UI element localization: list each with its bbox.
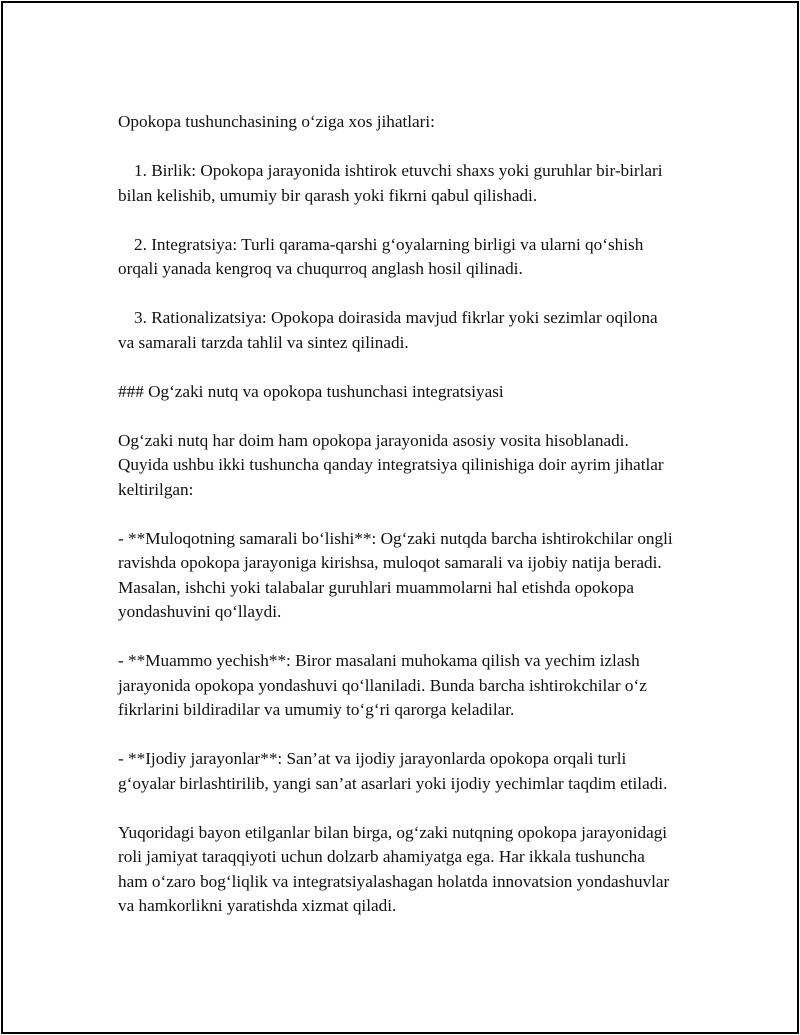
document-page (1, 1, 799, 1034)
section-intro: Og‘zaki nutq har doim ham opokopa jarayonida asosiy vosita hisoblanadi. Quyida ushbu ikki tushuncha qanday integratsiya qilinishiga doir ayrim jihatlar keltirilgan: (118, 430, 668, 499)
bullet-item-1: - **Muloqotning samarali bo‘lishi**: Og‘zaki nutqda barcha ishtirokchilar ongli ravishda opokopa jarayoniga kirishsa, muloqot samarali va ijobiy natija beradi. Masalan, ishchi yoki talabalar guruhlari muammolarni hal etishda opokopa yondashuvini qo‘llaydi. (118, 528, 677, 621)
numbered-item-3: 3. Rationalizatsiya: Opokopa doirasida mavjud fikrlar yoki sezimlar oqilona va samarali tarzda tahlil va sintez qilinadi. (118, 308, 662, 352)
section-heading: ### Og‘zaki nutq va opokopa tushunchasi integratsiyasi (118, 381, 504, 401)
bullet-item-2: - **Muammo yechish**: Biror masalani muhokama qilish va yechim izlash jarayonida opokopa yondashuvi qo‘llaniladi. Bunda barcha ishtirokchilar o‘z fikrlarini bildiradilar va umumiy to‘g‘ri qarorga keladilar. (118, 651, 652, 719)
numbered-item-2: 2. Integratsiya: Turli qarama-qarshi g‘oyalarning birligi va ularni qo‘shish orqali yanada kengroq va chuqurroq anglash hosil qilinadi. (118, 234, 648, 278)
numbered-item-1: 1. Birlik: Opokopa jarayonida ishtirok etuvchi shaxs yoki guruhlar bir-birlari bilan kelishib, umumiy bir qarash yoki fikrni qabul qilishadi. (118, 161, 667, 205)
bullet-item-3: - **Ijodiy jarayonlar**: San’at va ijodiy jarayonlarda opokopa orqali turli g‘oyalar birlashtirilib, yangi san’at asarlari yoki ijodiy yechimlar taqdim etiladi. (118, 749, 668, 793)
conclusion-paragraph: Yuqoridagi bayon etilganlar bilan birga, og‘zaki nutqning opokopa jarayonidagi roli jamiyat taraqqiyoti uchun dolzarb ahamiyatga ega. Har ikkala tushuncha ham o‘zaro bog‘liqlik va integratsiyalashagan holatda innovatsion yondashuvlar va hamkorlikni yaratishda xizmat qiladi. (118, 822, 674, 915)
intro-heading: Opokopa tushunchasining o‘ziga xos jihatlari: (118, 112, 435, 131)
document-body (118, 110, 678, 919)
